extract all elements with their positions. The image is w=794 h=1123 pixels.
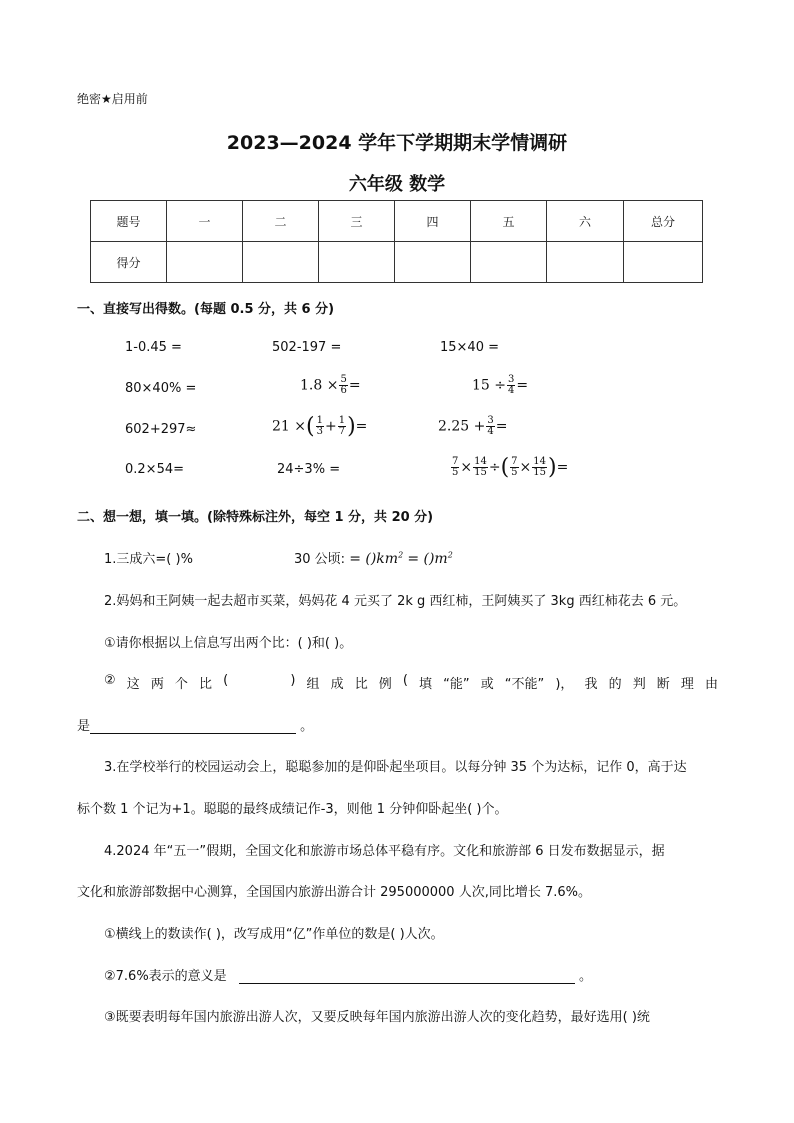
problem-12	[450, 455, 568, 480]
times-sign: ×	[519, 459, 532, 476]
fraction-denominator: 3	[316, 426, 323, 437]
word: 这	[126, 677, 140, 692]
fraction	[486, 416, 494, 437]
question-4-1: ①横线上的数读作( )，改写成用“亿”作单位的数是( )人次。	[104, 927, 444, 942]
problem-11: 24÷3% =	[277, 462, 341, 477]
question-1b-km	[349, 551, 403, 567]
reason-suffix: 。	[300, 719, 314, 734]
fraction	[473, 457, 488, 478]
score-entry-cell[interactable]	[243, 242, 319, 283]
section-2-heading: 二、想一想，填一填。(除特殊标注外，每空 1 分，共 20 分)	[77, 510, 434, 525]
score-table-header-row	[91, 201, 703, 242]
paren-open: (	[306, 414, 315, 439]
fraction-numerator: 14	[474, 456, 487, 467]
fraction	[316, 416, 324, 437]
question-1b-prefix: 30 公顷:	[294, 552, 346, 567]
fraction-denominator: 15	[474, 467, 487, 478]
problem-9	[438, 416, 507, 437]
question-2-1: ①请你根据以上信息写出两个比：( )和( )。	[104, 636, 353, 651]
fraction	[507, 375, 515, 396]
equals-sign: =	[516, 377, 529, 394]
question-4-2	[104, 965, 592, 984]
question-2: 2.妈妈和王阿姨一起去超市买菜，妈妈花 4 元买了 2k g 西红柿，王阿姨买了 3kg 西红柿花去 6 元。	[104, 594, 687, 609]
fraction	[510, 457, 518, 478]
problem-8-prefix: 21 ×	[272, 418, 306, 435]
km-text: = ()km	[349, 551, 399, 567]
fraction-numerator: 3	[508, 374, 515, 385]
fraction	[339, 375, 347, 396]
word: 填	[419, 677, 433, 692]
fraction-denominator: 7	[338, 426, 346, 437]
word: “能”	[443, 677, 470, 692]
question-4-2-suffix: 。	[578, 969, 592, 984]
answer-gap	[239, 673, 279, 692]
problem-5	[300, 375, 361, 396]
problem-2: 502-197 =	[272, 340, 342, 355]
score-table-score-row	[91, 242, 703, 283]
question-3-line-1: 3.在学校举行的校园运动会上，聪聪参加的是仰卧起坐项目。以每分钟 35 个为达标，记作 0，高于达	[104, 760, 687, 775]
fraction-numerator: 1	[338, 415, 346, 426]
superscript: 2	[398, 550, 404, 560]
reason-prefix: 是	[77, 719, 91, 734]
fraction-numerator: 3	[487, 415, 494, 426]
problem-4: 80×40% =	[125, 381, 197, 396]
equals-sign: =	[355, 418, 368, 435]
table-cell: 三	[319, 201, 395, 242]
problem-10: 0.2×54=	[125, 462, 185, 477]
exam-title: 2023—2024 学年下学期期末学情调研	[226, 132, 568, 154]
table-cell: 五	[471, 201, 547, 242]
problem-8	[272, 414, 367, 439]
equals-sign: =	[348, 377, 361, 394]
fraction-numerator: 5	[340, 374, 347, 385]
question-4-line-2: 文化和旅游部数据中心测算，全国国内旅游出游合计 295000000 人次,同比增长 7.6%。	[77, 885, 591, 900]
confidential-label: 绝密★启用前	[77, 92, 148, 106]
exam-subtitle: 六年级 数学	[348, 174, 446, 195]
problem-6-prefix: 15 ÷	[472, 377, 506, 394]
paren-close: )	[347, 414, 356, 439]
table-cell: 四	[395, 201, 471, 242]
fraction-numerator: 7	[511, 456, 518, 467]
table-cell: 一	[167, 201, 243, 242]
divide-sign: ÷	[488, 459, 501, 476]
word: 个	[174, 677, 188, 692]
superscript: 2	[447, 550, 453, 560]
table-cell: 二	[243, 201, 319, 242]
fraction-denominator: 6	[340, 385, 347, 396]
equals-sign: =	[495, 418, 508, 435]
fraction-denominator: 15	[533, 467, 547, 478]
question-4-line-1: 4.2024 年“五一”假期，全国文化和旅游市场总体平稳有序。文化和旅游部 6 日发布数据显示，据	[104, 844, 665, 859]
times-sign: ×	[460, 459, 473, 476]
word: 成	[330, 677, 344, 692]
word: )，	[555, 677, 574, 692]
word: (	[223, 673, 229, 688]
question-2-2-reason	[77, 715, 313, 734]
score-entry-cell[interactable]	[471, 242, 547, 283]
score-entry-cell[interactable]	[624, 242, 703, 283]
fraction	[451, 457, 459, 478]
question-1b	[294, 548, 453, 567]
answer-blank-line[interactable]	[90, 719, 296, 734]
table-cell: 得分	[91, 242, 167, 283]
question-2-2	[104, 673, 718, 692]
word: ②	[104, 673, 116, 688]
question-4-2-prefix: ②7.6%表示的意义是	[104, 969, 227, 984]
word: 我	[584, 677, 598, 692]
paren-open: (	[500, 455, 510, 480]
word: 判	[632, 677, 646, 692]
score-entry-cell[interactable]	[395, 242, 471, 283]
plus-sign: +	[324, 418, 337, 435]
fraction-denominator: 5	[452, 467, 459, 478]
table-cell: 六	[547, 201, 624, 242]
answer-blank-line[interactable]	[239, 969, 575, 984]
word: 或	[480, 677, 494, 692]
score-entry-cell[interactable]	[547, 242, 624, 283]
question-1a: 1.三成六=( )%	[104, 552, 193, 567]
table-cell: 总分	[624, 201, 703, 242]
equals-sign: =	[556, 459, 569, 476]
problem-5-prefix: 1.8 ×	[300, 377, 339, 394]
m-text: = ()m	[407, 551, 448, 567]
fraction-denominator: 4	[487, 426, 494, 437]
question-4-3: ③既要表明每年国内旅游出游人次，又要反映每年国内旅游出游人次的变化趋势，最好选用( )统	[104, 1010, 650, 1025]
word: 比	[199, 677, 213, 692]
section-1-heading: 一、直接写出得数。(每题 0.5 分，共 6 分)	[77, 302, 335, 317]
word: 由	[704, 677, 718, 692]
table-cell: 题号	[91, 201, 167, 242]
word: 理	[680, 677, 694, 692]
word: 的	[608, 677, 622, 692]
problem-1: 1-0.45 =	[125, 340, 182, 355]
fraction	[532, 457, 547, 478]
problem-6	[472, 375, 528, 396]
problem-9-prefix: 2.25 +	[438, 418, 486, 435]
word: 断	[656, 677, 670, 692]
word: 两	[150, 677, 164, 692]
paren-close: )	[548, 455, 557, 480]
score-entry-cell[interactable]	[319, 242, 395, 283]
question-1b-m	[407, 551, 452, 567]
fraction	[338, 416, 346, 437]
problem-3: 15×40 =	[440, 340, 500, 355]
fraction-numerator: 14	[533, 456, 547, 467]
word: “不能”	[504, 677, 545, 692]
word: (	[402, 673, 408, 688]
word: )	[290, 673, 296, 688]
score-entry-cell[interactable]	[167, 242, 243, 283]
word: 比	[354, 677, 368, 692]
fraction-denominator: 4	[508, 385, 515, 396]
fraction-numerator: 7	[452, 456, 459, 467]
word: 例	[378, 677, 392, 692]
question-3-line-2: 标个数 1 个记为+1。聪聪的最终成绩记作-3，则他 1 分钟仰卧起坐( )个。	[77, 802, 508, 817]
fraction-numerator: 1	[316, 415, 323, 426]
word: 组	[306, 677, 320, 692]
score-table	[90, 200, 703, 283]
problem-7: 602+297≈	[125, 422, 197, 437]
fraction-denominator: 5	[511, 467, 518, 478]
